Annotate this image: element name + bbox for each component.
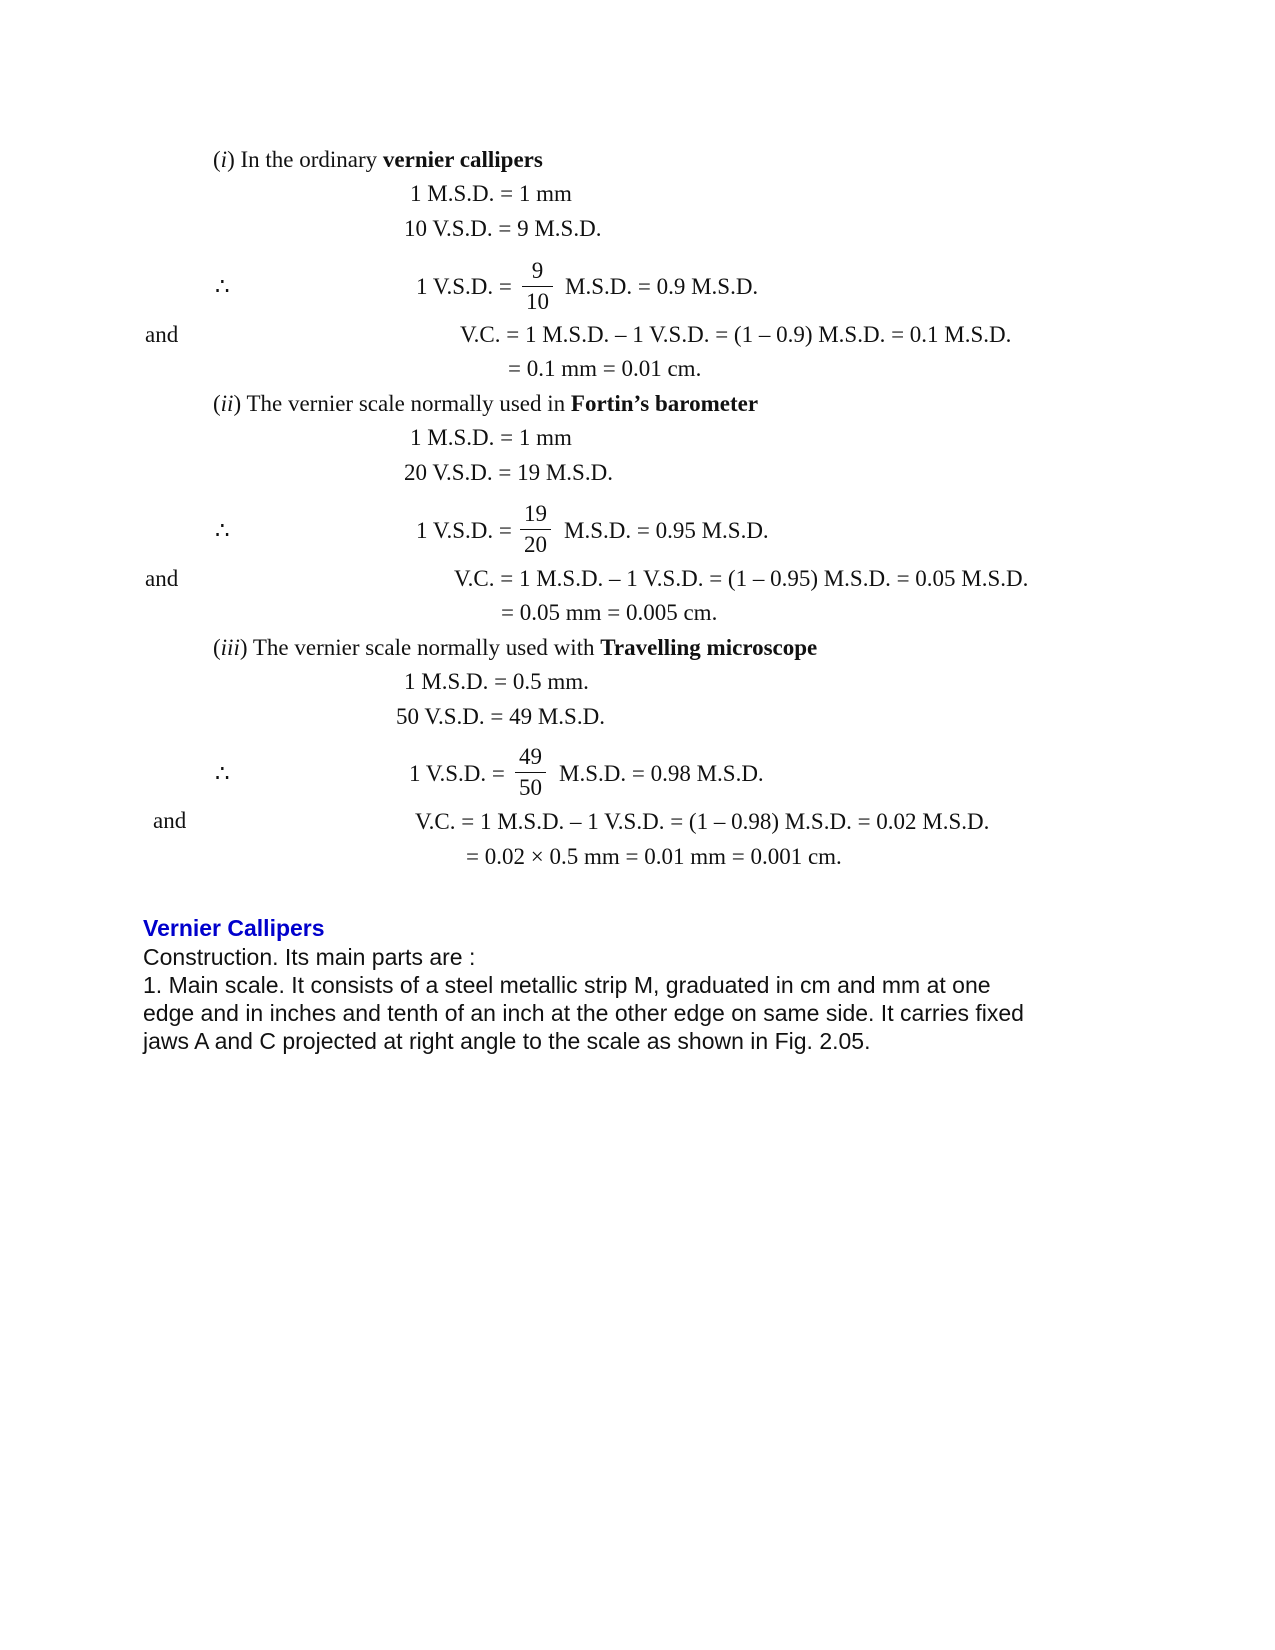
vsd-calc-rhs: M.S.D. = 0.98 M.S.D. — [559, 761, 764, 786]
vsd-calc-rhs: M.S.D. = 0.9 M.S.D. — [565, 274, 759, 299]
vsd-equation: 20 V.S.D. = 19 M.S.D. — [404, 460, 613, 485]
msd-equation: 1 M.S.D. = 1 mm — [410, 181, 572, 206]
fraction-denominator: 50 — [519, 775, 542, 800]
fraction — [515, 745, 546, 799]
msd-equation: 1 M.S.D. = 1 mm — [410, 425, 572, 450]
vsd-calc-lhs: 1 V.S.D. = — [416, 518, 512, 543]
fraction-numerator: 19 — [524, 501, 547, 526]
fraction-numerator: 49 — [519, 744, 542, 769]
vsd-calc-rhs: M.S.D. = 0.95 M.S.D. — [564, 518, 769, 543]
vsd-calc-lhs: 1 V.S.D. = — [416, 274, 512, 299]
fraction-denominator: 20 — [524, 532, 547, 557]
construction-intro: Construction. Its main parts are : — [143, 944, 476, 970]
vsd-equation: 10 V.S.D. = 9 M.S.D. — [404, 216, 602, 241]
vernier-constant-result: = 0.1 mm = 0.01 cm. — [508, 356, 702, 381]
paragraph-line: 1. Main scale. It consists of a steel metallic strip M, graduated in cm and mm at one — [143, 972, 991, 998]
vernier-constant-equation: V.C. = 1 M.S.D. – 1 V.S.D. = (1 – 0.9) M.S.D. = 0.1 M.S.D. — [460, 322, 1012, 347]
paragraph-line: edge and in inches and tenth of an inch at the other edge on same side. It carries fixed — [143, 1000, 1024, 1026]
fraction-numerator: 9 — [531, 258, 544, 283]
vernier-constant-result: = 0.05 mm = 0.005 cm. — [501, 600, 718, 625]
paragraph-line: jaws A and C projected at right angle to the scale as shown in Fig. 2.05. — [143, 1028, 871, 1054]
fraction-denominator: 10 — [526, 289, 549, 314]
vernier-constant-equation: V.C. = 1 M.S.D. – 1 V.S.D. = (1 – 0.98) M.S.D. = 0.02 M.S.D. — [415, 809, 990, 834]
and-label: and — [145, 566, 179, 591]
vernier-constant-equation: V.C. = 1 M.S.D. – 1 V.S.D. = (1 – 0.95) M.S.D. = 0.05 M.S.D. — [454, 566, 1029, 591]
section-heading: (i) In the ordinary vernier callipers — [213, 147, 543, 172]
therefore-symbol: ∴ — [215, 518, 230, 543]
vsd-calc-lhs: 1 V.S.D. = — [409, 761, 505, 786]
and-label: and — [153, 808, 187, 833]
vsd-equation: 50 V.S.D. = 49 M.S.D. — [396, 704, 605, 729]
msd-equation: 1 M.S.D. = 0.5 mm. — [404, 669, 589, 694]
section-heading: (iii) The vernier scale normally used with Travelling microscope — [213, 635, 818, 660]
therefore-symbol: ∴ — [215, 274, 230, 299]
fraction — [522, 259, 553, 313]
section-heading: (ii) The vernier scale normally used in Fortin’s barometer — [213, 391, 759, 416]
section-title: Vernier Callipers — [143, 915, 325, 941]
vernier-constant-result: = 0.02 × 0.5 mm = 0.01 mm = 0.001 cm. — [466, 844, 842, 869]
therefore-symbol: ∴ — [215, 761, 230, 786]
and-label: and — [145, 322, 179, 347]
fraction — [520, 502, 551, 556]
